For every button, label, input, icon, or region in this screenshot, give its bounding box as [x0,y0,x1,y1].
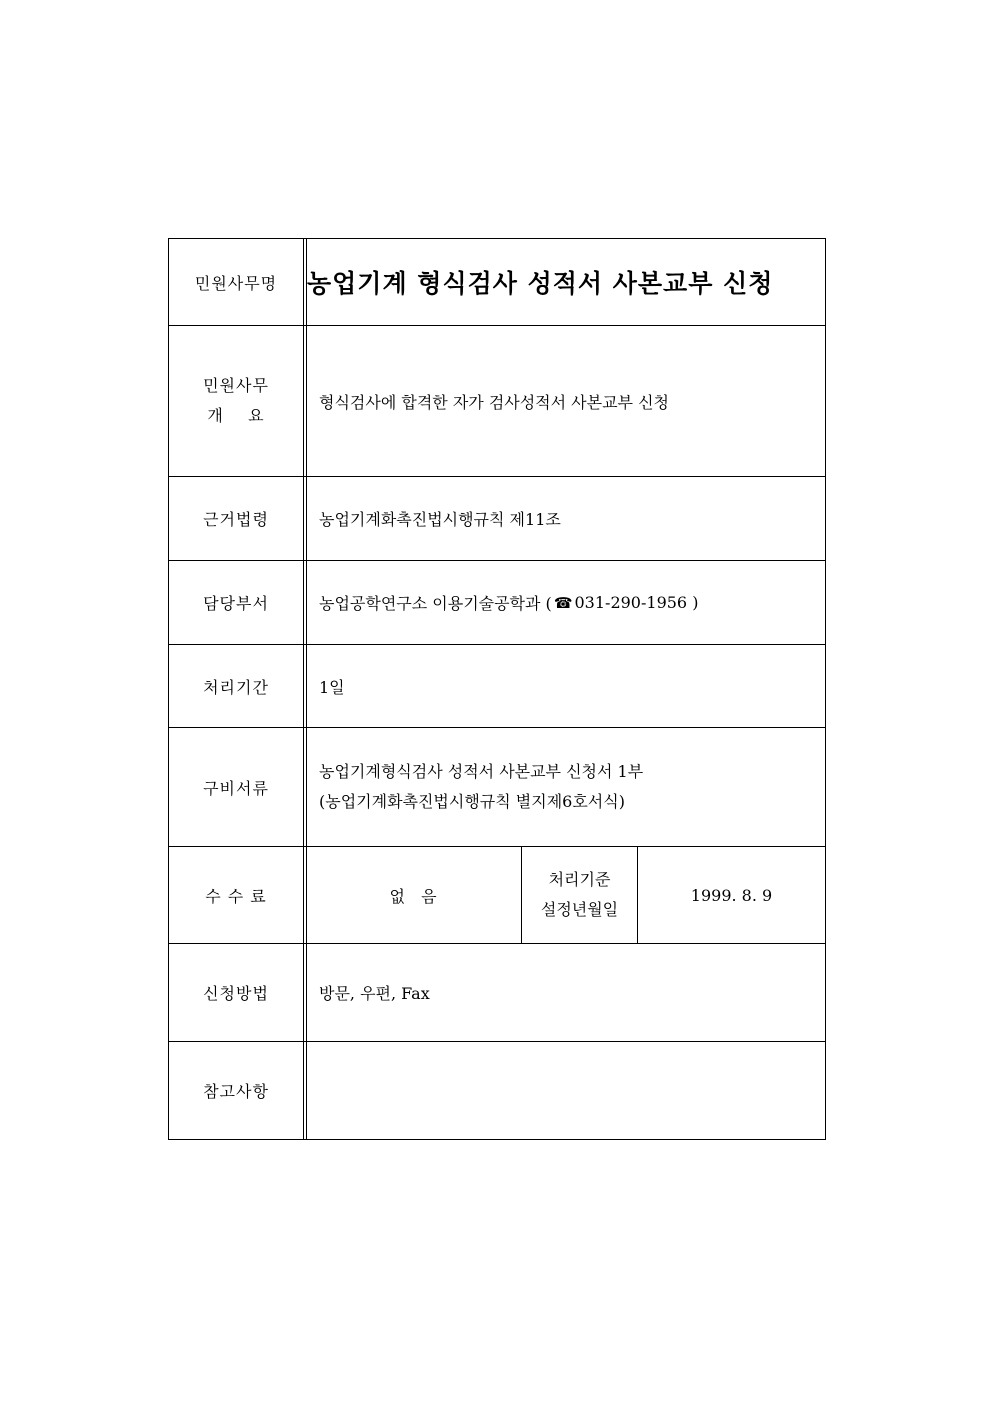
label-method: 신청방법 [169,944,307,1041]
department-phone: 031-290-1956 ) [574,593,699,612]
processing-period-value: 1일 [319,677,345,697]
row-title [169,239,825,326]
row-fee [169,847,825,944]
fee-value: 없 음 [307,847,522,943]
civil-affairs-form-table [168,238,826,1140]
label-overview [169,326,307,476]
telephone-icon: ☎ [553,593,573,612]
row-legal-basis [169,477,825,561]
label-standard-date [522,847,638,943]
department-value [307,561,825,644]
legal-basis-value: 농업기계화촉진법시행규칙 제11조 [319,510,561,529]
fee-cells [307,847,825,943]
label-overview-line1: 민원사무 [203,376,269,395]
label-overview-line2: 개 요 [207,406,265,425]
notes-value [307,1042,825,1139]
affair-name-value: 농업기계 형식검사 성적서 사본교부 신청 [307,269,774,298]
documents-line2: (농업기계화촉진법시행규칙 별지제6호서식) [319,792,625,811]
standard-date-value: 1999. 8. 9 [690,885,773,905]
row-processing-period [169,645,825,728]
overview-value: 형식검사에 합격한 자가 검사성적서 사본교부 신청 [319,392,670,412]
label-notes: 참고사항 [169,1042,307,1139]
department-name: 농업공학연구소 이용기술공학과 ( [319,594,552,613]
row-method [169,944,825,1042]
label-standard-date-line1: 처리기준 [548,870,611,889]
label-standard-date-line2: 설정년월일 [540,900,619,919]
label-legal-basis: 근거법령 [169,477,307,560]
label-department: 담당부서 [169,561,307,644]
label-fee: 수 수 료 [169,847,307,943]
row-department [169,561,825,645]
documents-line1: 농업기계형식검사 성적서 사본교부 신청서 1부 [319,762,644,781]
method-value: 방문, 우편, Fax [319,984,430,1003]
documents-value [307,728,825,846]
row-notes [169,1042,825,1139]
row-overview [169,326,825,477]
label-processing-period: 처리기간 [169,645,307,727]
label-documents: 구비서류 [169,728,307,846]
row-documents [169,728,825,847]
label-affair-name: 민원사무명 [169,239,307,325]
